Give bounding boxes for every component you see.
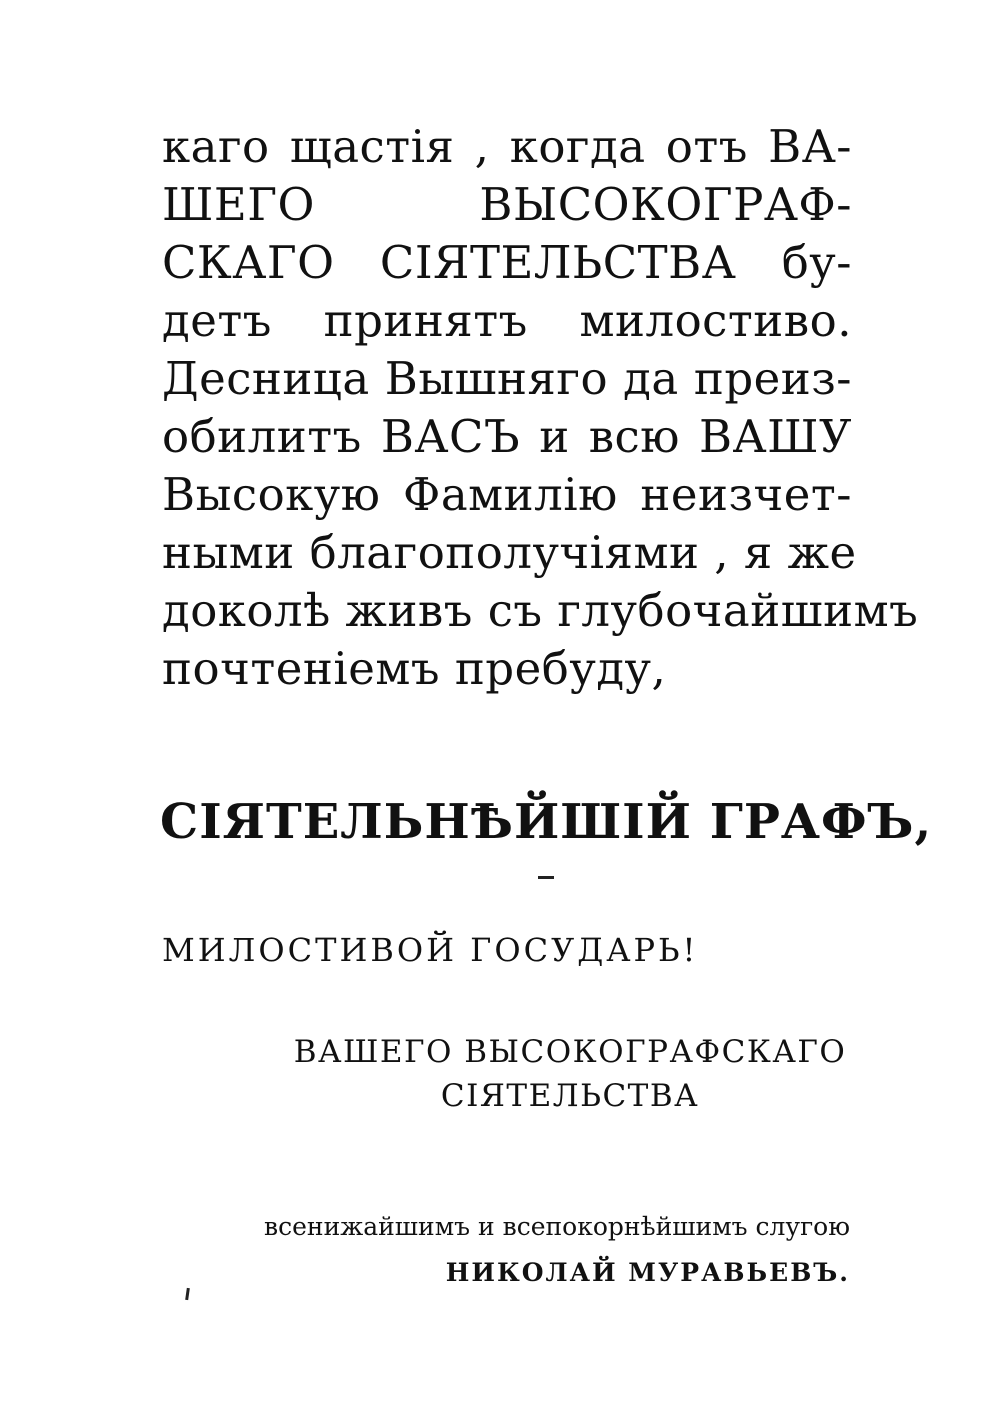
body-line-1: каго щастія , когда отъ ВА- <box>162 120 852 173</box>
excellency-line-1: ВАШЕГО ВЫСОКОГРАФСКАГО <box>293 1034 847 1070</box>
body-line-4: детъ принятъ милостиво. <box>162 294 852 347</box>
body-line-5: Десница Вышняго да преиз- <box>162 352 852 405</box>
excellency-block <box>230 1030 910 1118</box>
body-line-6: обилитъ ВАСЪ и всю ВАШУ <box>162 410 852 463</box>
dedication-body <box>162 118 919 698</box>
ornament-dash <box>538 876 554 879</box>
signature-servant-line: всенижайшимъ и всепокорнѣйшимъ слугою <box>264 1212 850 1241</box>
body-line-2: ШЕГО ВЫСОКОГРАФ- <box>162 178 852 231</box>
signature-block <box>170 1208 850 1292</box>
excellency-line-2: СІЯТЕЛЬСТВА <box>440 1078 700 1114</box>
sovereign-address: МИЛОСТИВОЙ ГОСУДАРЬ! <box>162 931 699 969</box>
signature-name: НИКОЛАЙ МУРАВЬЕВЪ. <box>445 1258 850 1287</box>
ink-speck <box>185 1288 190 1300</box>
body-line-9: доколѣ живъ съ глубочайшимъ <box>162 584 919 637</box>
salutation-heading: СІЯТЕЛЬНѢЙШІЙ ГРАФЪ, <box>160 794 933 850</box>
body-line-8: ными благополучіями , я же <box>162 526 857 579</box>
body-line-7: Высокую Фамилію неизчет- <box>162 468 852 521</box>
body-line-3: СКАГО СІЯТЕЛЬСТВА бу- <box>162 236 852 289</box>
body-line-10: почтеніемъ пребуду, <box>162 642 667 695</box>
